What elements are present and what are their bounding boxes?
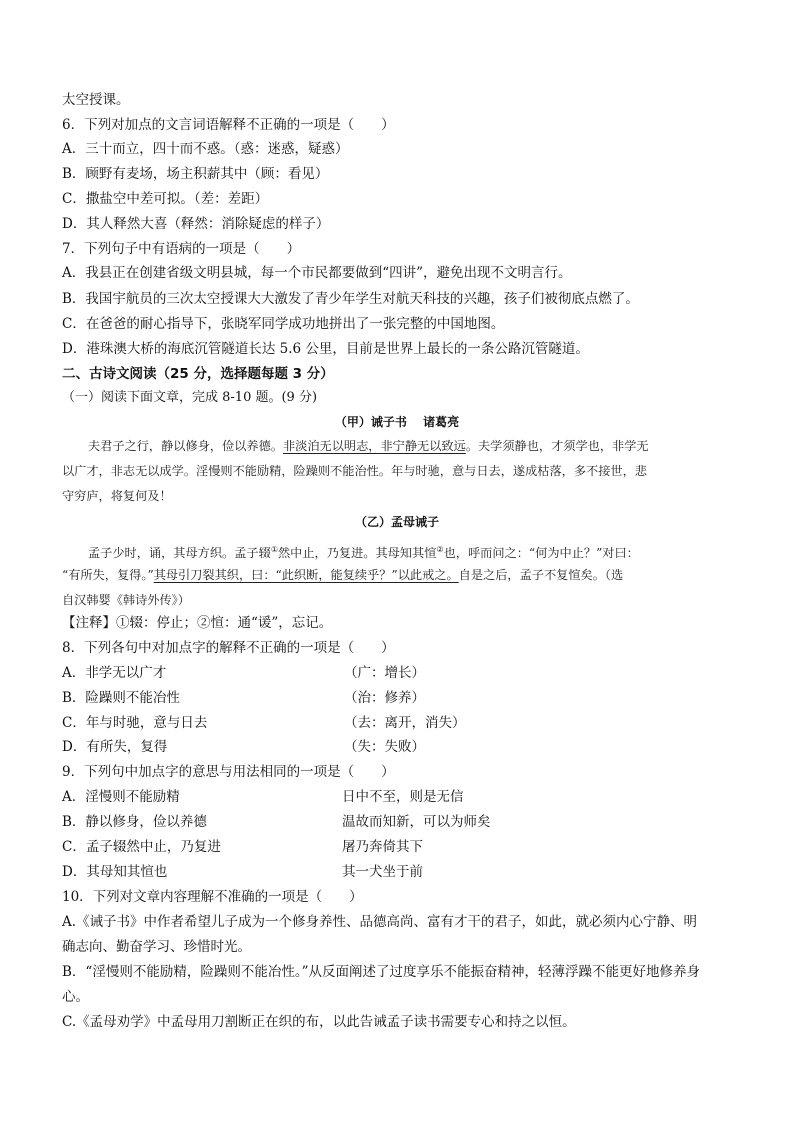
annotation-note: 【注释】①辍：停止；②愃：通“谖”，忘记。	[62, 615, 333, 631]
passage-b-text: “有所失，复得。”	[62, 568, 154, 582]
question-6-option-b: B．顾野有麦场，场主积薪其中（顾：看见）	[62, 166, 329, 182]
question-6-option-c: C．撒盐空中差可拟。（差：差距）	[62, 191, 269, 207]
section-2-heading: 二、古诗文阅读（25 分，选择题每题 3 分）	[62, 366, 334, 382]
question-8-option-d: D．有所失，复得	[62, 739, 168, 755]
question-9-option-d-compare: 其一犬坐于前	[342, 864, 423, 880]
question-6-stem: 6．下列对加点的文言词语解释不正确的一项是（ ）	[62, 117, 395, 133]
question-8-option-a-gloss: （广：增长）	[344, 665, 425, 681]
passage-a-title: （甲）诫子书 诸葛亮	[334, 415, 460, 429]
passage-b-underlined-text: 其母引刀裂其织，曰：“此织断，能复续乎？”以此戒之。	[153, 568, 459, 582]
question-10-option-a-line-1: A.《诫子书》中作者希望儿子成为一个修身养性、品德高尚、富有才干的君子，如此，就必须内心宁静、明	[62, 914, 698, 930]
passage-a-line-2: 以广才，非志无以成学。淫慢则不能励精，险躁则不能治性。年与时驰，意与日去，遂成枯落，多不接世，悲	[62, 464, 647, 478]
question-10-option-a-line-2: 确志向、勤奋学习、珍惜时光。	[62, 939, 251, 955]
passage-b-text: 孟子少时，诵，其母方织。孟子辍	[88, 546, 271, 561]
question-9-option-c: C．孟子辍然中止，乃复进	[62, 839, 221, 855]
passage-b-line-3: 自汉韩婴《韩诗外传》）	[62, 593, 190, 607]
footnote-marker: ①	[270, 545, 278, 554]
passage-b-text: 也，呼而问之：“何为中止？”对曰：	[443, 546, 639, 561]
question-8-option-a: A．非学无以广才	[62, 665, 167, 681]
question-10-option-c: C.《孟母劝学》中孟母用刀割断正在织的布，以此告诫孟子读书需要专心和持之以恒。	[62, 1014, 576, 1030]
passage-a-body	[62, 434, 732, 459]
question-7-option-c: C．在爸爸的耐心指导下，张晓军同学成功地拼出了一张完整的中国地图。	[62, 316, 505, 332]
passage-a-text: 。夫学须静也，才须学也，非学无	[465, 439, 649, 453]
question-9-option-c-compare: 屠乃奔倚其下	[342, 839, 423, 855]
question-7-option-b: B．我国宇航员的三次太空授课大大激发了青少年学生对航天科技的兴趣，孩子们被彻底点燃了。	[62, 291, 639, 307]
question-9-option-b: B．静以修身，俭以养德	[62, 814, 207, 830]
question-10-stem: 10．下列对文章内容理解不准确的一项是（ ）	[62, 889, 363, 905]
question-8-option-d-gloss: （失：失败）	[344, 739, 425, 755]
passage-b-line-2	[62, 563, 732, 588]
passage-a-line-3: 守穷庐，将复何及！	[62, 489, 172, 503]
question-7-option-a: A．我县正在创建省级文明县城，每一个市民都要做到“四讲”，避免出现不文明言行。	[62, 265, 572, 281]
question-9-option-a: A．淫慢则不能励精	[62, 789, 180, 805]
passage-b-text: 自是之后，孟子不复愃矣。（选	[458, 568, 624, 582]
question-10-option-b-line-2: 心。	[62, 989, 89, 1005]
question-8-option-b: B．险躁则不能冶性	[62, 690, 180, 706]
passage-a-text: 夫君子之行，静以修身，俭以养德。	[88, 439, 283, 453]
question-9-option-a-compare: 日中不至，则是无信	[342, 789, 464, 805]
question-9-stem: 9．下列句中加点字的意思与用法相同的一项是（ ）	[62, 764, 395, 780]
question-7-stem: 7．下列句子中有语病的一项是（ ）	[62, 241, 301, 257]
passage-a-underlined-text: 非淡泊无以明志，非宁静无以致远	[283, 439, 466, 453]
question-8-option-c: C．年与时驰，意与日去	[62, 715, 208, 731]
text-line: 太空授课。	[62, 92, 130, 108]
question-9-option-b-compare: 温故而知新，可以为师矣	[342, 814, 491, 830]
question-7-option-d: D．港珠澳大桥的海底沉管隧道长达 5.6 公里，目前是世界上最长的一条公路沉管隧道。	[62, 341, 589, 357]
question-6-option-a: A．三十而立，四十而不惑。（惑：迷惑，疑惑）	[62, 141, 349, 157]
passage-b-text: 然中止，乃复进。其母知其愃	[277, 546, 437, 561]
question-8-option-c-gloss: （去：离开，消失）	[344, 715, 466, 731]
question-8-stem: 8．下列各句中对加点字的解释不正确的一项是（ ）	[62, 640, 395, 656]
passage-b-title: （乙）孟母诫子	[354, 515, 439, 529]
question-8-option-b-gloss: （治：修养）	[344, 690, 425, 706]
question-10-option-b-line-1: B．“淫慢则不能励精，险躁则不能冶性。”从反面阐述了过度享乐不能振奋精神，轻薄浮躁不能更好地修养身	[62, 964, 700, 980]
footnote-marker: ②	[436, 545, 444, 554]
question-9-option-d: D．其母知其愃也	[62, 864, 168, 880]
passage-b-line-1	[62, 538, 732, 566]
subsection-1-heading: （一）阅读下面文章，完成 8-10 题。(9 分)	[62, 390, 318, 405]
question-6-option-d: D．其人释然大喜（释然：消除疑虑的样子）	[62, 216, 330, 232]
